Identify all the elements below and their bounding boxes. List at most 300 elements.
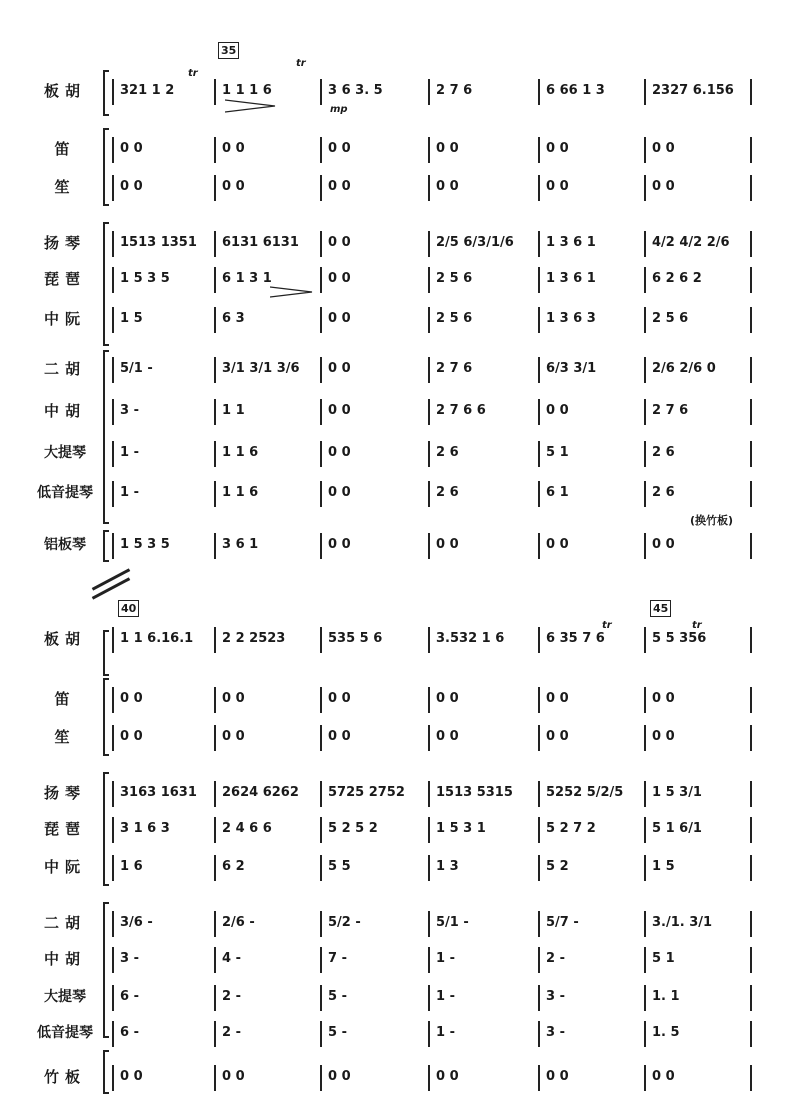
barline xyxy=(320,1065,322,1091)
measure-cell: 0 0 xyxy=(222,691,245,706)
barline xyxy=(112,267,114,293)
barline xyxy=(644,137,646,163)
measure-cell: 0 0 xyxy=(328,445,351,460)
measure-cell: 0 0 xyxy=(328,485,351,500)
instrument-row xyxy=(0,624,800,654)
barline xyxy=(428,441,430,467)
instrument-label: 二胡 xyxy=(43,914,86,932)
trill-mark: tr xyxy=(602,620,612,631)
measure-cell: 2 7 6 6 xyxy=(436,403,486,418)
trill-mark: tr xyxy=(188,68,198,79)
barline xyxy=(538,725,540,751)
measure-cell: 0 0 xyxy=(328,235,351,250)
rehearsal-mark: 40 xyxy=(118,600,139,617)
barline xyxy=(320,307,322,333)
measure-cell: 3 1 6 3 xyxy=(120,821,170,836)
measure-cell: 6 2 6 2 xyxy=(652,271,702,286)
barline xyxy=(320,627,322,653)
measure-cell: 2 6 xyxy=(436,485,459,500)
measure-cell: 1 3 6 1 xyxy=(546,235,596,250)
measure-cell: 5 5 356 xyxy=(652,631,707,646)
measure-cell: 5 1 xyxy=(652,951,675,966)
measure-cell: 5 5 xyxy=(328,859,351,874)
instrument-label: 低音提琴 xyxy=(37,485,93,501)
barline xyxy=(320,1021,322,1047)
trill-mark: tr xyxy=(692,620,702,631)
measure-cell: 5 2 7 2 xyxy=(546,821,596,836)
barline xyxy=(750,441,752,467)
instrument-label: 琵琶 xyxy=(43,270,86,288)
barline xyxy=(214,231,216,257)
measure-cell: 0 0 xyxy=(222,1069,245,1084)
barline xyxy=(214,267,216,293)
measure-cell: 5/2 - xyxy=(328,915,361,930)
barline xyxy=(538,781,540,807)
measure-cell: 0 0 xyxy=(222,141,245,156)
barline xyxy=(214,79,216,105)
barline xyxy=(428,985,430,1011)
instrument-label: 笙 xyxy=(54,178,76,196)
barline xyxy=(428,357,430,383)
barline xyxy=(644,817,646,843)
barline xyxy=(320,79,322,105)
measure-cell: 2/6 - xyxy=(222,915,255,930)
barline xyxy=(644,175,646,201)
measure-cell: 0 0 xyxy=(120,729,143,744)
measure-cell: 0 0 xyxy=(546,141,569,156)
measure-cell: 2 4 6 6 xyxy=(222,821,272,836)
barline xyxy=(644,725,646,751)
barline xyxy=(750,627,752,653)
barline xyxy=(214,687,216,713)
barline xyxy=(320,231,322,257)
measure-cell: 3 6 1 xyxy=(222,537,259,552)
barline xyxy=(214,175,216,201)
barline xyxy=(538,1021,540,1047)
measure-cell: 1 5 3/1 xyxy=(652,785,702,800)
instrument-label: 笛 xyxy=(54,690,76,708)
barline xyxy=(112,307,114,333)
barline xyxy=(214,911,216,937)
measure-cell: 0 0 xyxy=(328,537,351,552)
measure-cell: 0 0 xyxy=(546,1069,569,1084)
instrument-label: 中胡 xyxy=(43,402,86,420)
measure-cell: 1 - xyxy=(436,1025,455,1040)
barline xyxy=(750,781,752,807)
barline xyxy=(538,399,540,425)
instrument-row xyxy=(0,944,800,974)
measure-cell: 1 1 xyxy=(222,403,245,418)
barline xyxy=(428,79,430,105)
dynamic-mark: mp xyxy=(330,104,348,115)
measure-cell: 3./1. 3/1 xyxy=(652,915,713,930)
instrument-label: 板胡 xyxy=(43,630,86,648)
measure-cell: 1 5 3 5 xyxy=(120,537,170,552)
barline xyxy=(428,911,430,937)
barline xyxy=(644,627,646,653)
barline xyxy=(214,399,216,425)
barline xyxy=(112,441,114,467)
barline xyxy=(538,911,540,937)
measure-cell: 0 0 xyxy=(328,691,351,706)
barline xyxy=(750,1021,752,1047)
measure-cell: 2 - xyxy=(222,989,241,1004)
instrument-label: 中阮 xyxy=(43,858,86,876)
instrument-row xyxy=(0,852,800,882)
measure-cell: 2 6 xyxy=(652,485,675,500)
measure-cell: 2 5 6 xyxy=(436,271,473,286)
instrument-row xyxy=(0,172,800,202)
measure-cell: 2 - xyxy=(546,951,565,966)
barline xyxy=(538,231,540,257)
barline xyxy=(644,687,646,713)
measure-cell: 3 6 3. 5 xyxy=(328,83,383,98)
barline xyxy=(214,1021,216,1047)
measure-cell: 3 - xyxy=(546,989,565,1004)
barline xyxy=(750,267,752,293)
barline xyxy=(112,175,114,201)
measure-cell: 5 1 xyxy=(546,445,569,460)
instrument-label: 扬琴 xyxy=(43,784,86,802)
barline xyxy=(320,687,322,713)
measure-cell: 0 0 xyxy=(120,1069,143,1084)
measure-cell: 2 6 xyxy=(436,445,459,460)
measure-cell: 0 0 xyxy=(436,691,459,706)
barline xyxy=(214,855,216,881)
barline xyxy=(112,781,114,807)
instrument-label: 中阮 xyxy=(43,310,86,328)
measure-cell: 0 0 xyxy=(328,361,351,376)
barline xyxy=(428,947,430,973)
measure-cell: 3 - xyxy=(120,403,139,418)
barline xyxy=(644,911,646,937)
measure-cell: 1 5 xyxy=(120,311,143,326)
measure-cell: 0 0 xyxy=(328,141,351,156)
barline xyxy=(538,79,540,105)
barline xyxy=(750,985,752,1011)
instrument-row xyxy=(0,354,800,384)
barline xyxy=(112,687,114,713)
measure-cell: 3163 1631 xyxy=(120,785,197,800)
instrument-label: 二胡 xyxy=(43,360,86,378)
barline xyxy=(214,817,216,843)
instrument-label: 大提琴 xyxy=(44,445,86,461)
barline xyxy=(112,817,114,843)
measure-cell: 6/3 3/1 xyxy=(546,361,597,376)
barline xyxy=(214,307,216,333)
measure-cell: 4/2 4/2 2/6 xyxy=(652,235,730,250)
barline xyxy=(750,533,752,559)
measure-cell: 5 2 xyxy=(546,859,569,874)
measure-cell: 0 0 xyxy=(546,403,569,418)
barline xyxy=(428,855,430,881)
barline xyxy=(538,357,540,383)
barline xyxy=(750,687,752,713)
instrument-label: 板胡 xyxy=(43,82,86,100)
instrument-label: 扬琴 xyxy=(43,234,86,252)
measure-cell: 3/1 3/1 3/6 xyxy=(222,361,300,376)
barline xyxy=(214,985,216,1011)
barline xyxy=(428,267,430,293)
barline xyxy=(320,533,322,559)
instrument-row xyxy=(0,778,800,808)
barline xyxy=(320,441,322,467)
barline xyxy=(644,399,646,425)
barline xyxy=(644,1021,646,1047)
barline xyxy=(214,137,216,163)
measure-cell: 1 - xyxy=(120,485,139,500)
rehearsal-mark: 45 xyxy=(650,600,671,617)
instrument-label: 笛 xyxy=(54,140,76,158)
barline xyxy=(214,441,216,467)
measure-cell: 0 0 xyxy=(546,729,569,744)
measure-cell: 1 1 6.16.1 xyxy=(120,631,194,646)
barline xyxy=(428,781,430,807)
measure-cell: 2 5 6 xyxy=(436,311,473,326)
measure-cell: 3/6 - xyxy=(120,915,153,930)
barline xyxy=(320,911,322,937)
barline xyxy=(214,781,216,807)
barline xyxy=(214,533,216,559)
measure-cell: 5725 2752 xyxy=(328,785,405,800)
barline xyxy=(750,307,752,333)
measure-cell: 1. 5 xyxy=(652,1025,680,1040)
barline xyxy=(750,79,752,105)
score-system-2 xyxy=(0,590,800,1111)
measure-cell: 5 - xyxy=(328,989,347,1004)
instrument-row xyxy=(0,1062,800,1092)
measure-cell: 0 0 xyxy=(546,179,569,194)
barline xyxy=(538,817,540,843)
measure-cell: 0 0 xyxy=(436,141,459,156)
barline xyxy=(112,1021,114,1047)
barline xyxy=(428,399,430,425)
barline xyxy=(538,307,540,333)
barline xyxy=(644,441,646,467)
measure-cell: 1 6 xyxy=(120,859,143,874)
instrument-row xyxy=(0,264,800,294)
measure-cell: 1. 1 xyxy=(652,989,680,1004)
measure-cell: 1 3 xyxy=(436,859,459,874)
barline xyxy=(644,79,646,105)
barline xyxy=(112,1065,114,1091)
measure-cell: 6 66 1 3 xyxy=(546,83,605,98)
measure-cell: 1 - xyxy=(120,445,139,460)
measure-cell: 321 1 2 xyxy=(120,83,175,98)
measure-cell: 0 0 xyxy=(652,141,675,156)
measure-cell: 5/1 - xyxy=(120,361,153,376)
measure-cell: 535 5 6 xyxy=(328,631,383,646)
barline xyxy=(214,1065,216,1091)
measure-cell: 0 0 xyxy=(436,1069,459,1084)
barline xyxy=(320,725,322,751)
barline xyxy=(428,1021,430,1047)
barline xyxy=(428,231,430,257)
barline xyxy=(320,985,322,1011)
instrument-row xyxy=(0,228,800,258)
barline xyxy=(644,357,646,383)
measure-cell: 1513 1351 xyxy=(120,235,197,250)
barline xyxy=(428,725,430,751)
barline xyxy=(112,231,114,257)
measure-cell: 1 1 6 xyxy=(222,485,259,500)
measure-cell: 2 7 6 xyxy=(436,83,473,98)
barline xyxy=(320,817,322,843)
measure-cell: 1 - xyxy=(436,951,455,966)
barline xyxy=(112,79,114,105)
barline xyxy=(428,687,430,713)
barline xyxy=(320,175,322,201)
performance-note: (换竹板) xyxy=(690,514,734,527)
measure-cell: 1 5 3 5 xyxy=(120,271,170,286)
measure-cell: 6131 6131 xyxy=(222,235,299,250)
instrument-row xyxy=(0,438,800,468)
measure-cell: 0 0 xyxy=(652,691,675,706)
barline xyxy=(112,985,114,1011)
barline xyxy=(214,725,216,751)
barline xyxy=(428,1065,430,1091)
barline xyxy=(428,307,430,333)
barline xyxy=(750,817,752,843)
measure-cell: 1513 5315 xyxy=(436,785,513,800)
measure-cell: 5 1 6/1 xyxy=(652,821,702,836)
barline xyxy=(750,399,752,425)
barline xyxy=(538,985,540,1011)
instrument-row xyxy=(0,908,800,938)
barline xyxy=(112,725,114,751)
instrument-row xyxy=(0,982,800,1012)
instrument-label: 竹板 xyxy=(43,1068,86,1086)
measure-cell: 1 5 xyxy=(652,859,675,874)
measure-cell: 0 0 xyxy=(222,729,245,744)
barline xyxy=(214,627,216,653)
barline xyxy=(320,357,322,383)
barline xyxy=(750,947,752,973)
instrument-row xyxy=(0,478,800,508)
trill-mark: tr xyxy=(296,58,306,69)
instrument-label: 笙 xyxy=(54,728,76,746)
measure-cell: 3 - xyxy=(546,1025,565,1040)
instrument-row xyxy=(0,396,800,426)
instrument-row xyxy=(0,814,800,844)
measure-cell: 6 3 xyxy=(222,311,245,326)
measure-cell: 0 0 xyxy=(328,179,351,194)
barline xyxy=(538,1065,540,1091)
barline xyxy=(428,137,430,163)
measure-cell: 6 1 3 1 xyxy=(222,271,272,286)
measure-cell: 6 35 7 6 xyxy=(546,631,605,646)
measure-cell: 2 7 6 xyxy=(652,403,689,418)
barline xyxy=(320,855,322,881)
measure-cell: 0 0 xyxy=(546,537,569,552)
barline xyxy=(538,481,540,507)
barline xyxy=(214,481,216,507)
barline xyxy=(750,911,752,937)
barline xyxy=(750,231,752,257)
measure-cell: 1 - xyxy=(436,989,455,1004)
barline xyxy=(750,175,752,201)
barline xyxy=(538,441,540,467)
measure-cell: 0 0 xyxy=(120,691,143,706)
barline xyxy=(320,267,322,293)
instrument-row xyxy=(0,76,800,106)
barline xyxy=(428,175,430,201)
instrument-row xyxy=(0,134,800,164)
instrument-label: 琵琶 xyxy=(43,820,86,838)
barline xyxy=(750,137,752,163)
barline xyxy=(644,947,646,973)
measure-cell: 1 5 3 1 xyxy=(436,821,486,836)
instrument-label: 大提琴 xyxy=(44,989,86,1005)
instrument-row xyxy=(0,1018,800,1048)
measure-cell: 0 0 xyxy=(328,311,351,326)
measure-cell: 5 2 5 2 xyxy=(328,821,378,836)
measure-cell: 2/6 2/6 0 xyxy=(652,361,716,376)
measure-cell: 2 6 xyxy=(652,445,675,460)
instrument-label: 铝板琴 xyxy=(44,537,86,553)
measure-cell: 5252 5/2/5 xyxy=(546,785,624,800)
instrument-label: 低音提琴 xyxy=(37,1025,93,1041)
measure-cell: 1 1 6 xyxy=(222,445,259,460)
barline xyxy=(644,985,646,1011)
barline xyxy=(112,947,114,973)
measure-cell: 3.532 1 6 xyxy=(436,631,505,646)
barline xyxy=(320,137,322,163)
measure-cell: 0 0 xyxy=(436,537,459,552)
measure-cell: 0 0 xyxy=(222,179,245,194)
measure-cell: 0 0 xyxy=(120,141,143,156)
measure-cell: 0 0 xyxy=(328,1069,351,1084)
instrument-row xyxy=(0,684,800,714)
barline xyxy=(538,175,540,201)
measure-cell: 5/1 - xyxy=(436,915,469,930)
measure-cell: 1 3 6 3 xyxy=(546,311,596,326)
barline xyxy=(750,725,752,751)
measure-cell: 5 - xyxy=(328,1025,347,1040)
barline xyxy=(644,267,646,293)
barline xyxy=(112,137,114,163)
barline xyxy=(750,481,752,507)
barline xyxy=(644,481,646,507)
barline xyxy=(750,1065,752,1091)
measure-cell: 2624 6262 xyxy=(222,785,299,800)
instrument-row xyxy=(0,304,800,334)
barline xyxy=(644,307,646,333)
instrument-row xyxy=(0,530,800,560)
measure-cell: 0 0 xyxy=(652,729,675,744)
barline xyxy=(644,855,646,881)
barline xyxy=(320,781,322,807)
measure-cell: 3 - xyxy=(120,951,139,966)
measure-cell: 0 0 xyxy=(436,179,459,194)
barline xyxy=(644,231,646,257)
measure-cell: 6 1 xyxy=(546,485,569,500)
barline xyxy=(320,399,322,425)
barline xyxy=(538,267,540,293)
barline xyxy=(644,533,646,559)
measure-cell: 6 2 xyxy=(222,859,245,874)
measure-cell: 0 0 xyxy=(652,179,675,194)
measure-cell: 2/5 6/3/1/6 xyxy=(436,235,514,250)
barline xyxy=(538,687,540,713)
measure-cell: 4 - xyxy=(222,951,241,966)
barline xyxy=(112,911,114,937)
measure-cell: 5/7 - xyxy=(546,915,579,930)
barline xyxy=(538,533,540,559)
barline xyxy=(428,627,430,653)
measure-cell: 2 2 2523 xyxy=(222,631,286,646)
instrument-label: 中胡 xyxy=(43,950,86,968)
